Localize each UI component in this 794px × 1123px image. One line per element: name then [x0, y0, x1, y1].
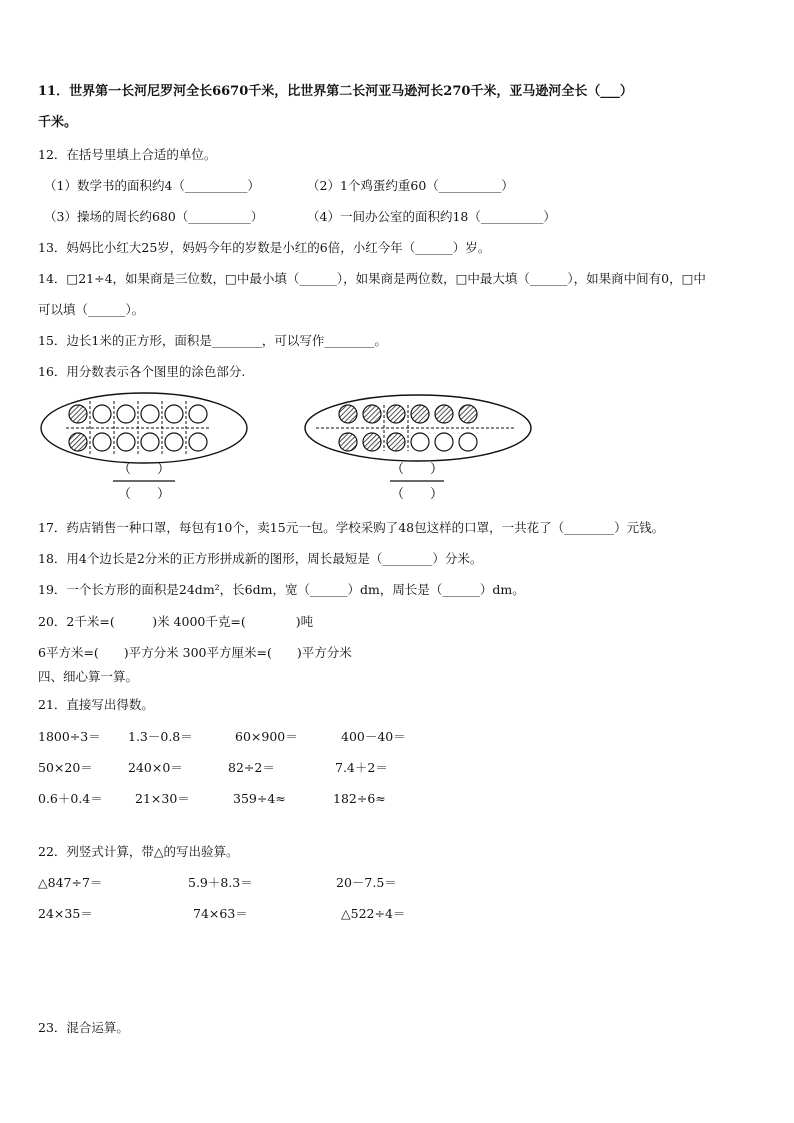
q22-expr: △522÷4＝ [341, 906, 406, 921]
shaded-circle [435, 405, 453, 423]
q16-figures [0, 385, 794, 525]
q22-expr: 24×35＝ [38, 906, 93, 921]
shaded-circle [387, 433, 405, 451]
q17-text: 17．药店销售一种口罩，每包有10个，卖15元一包。学校采购了48包这样的口罩，一共花了（________）元钱。 [38, 520, 665, 535]
q12-item-4: （4）一间办公室的面积约18（__________） [307, 209, 556, 224]
q12-item-2: （2）1个鸡蛋约重60（__________） [307, 178, 514, 193]
blank-circle [117, 405, 135, 423]
blank-circle [459, 433, 477, 451]
q21-expr: 21×30＝ [135, 791, 190, 806]
blank-circle [411, 433, 429, 451]
q21-expr: 182÷6≈ [333, 791, 386, 806]
figure-2-numerator-blank: （ ） [390, 462, 444, 477]
q14-line2: 可以填（______）。 [38, 302, 145, 317]
q21-expr: 240×0＝ [128, 760, 183, 775]
q21-expr: 7.4＋2＝ [335, 760, 388, 775]
figure-1-denominator-blank: （ ） [117, 487, 171, 502]
shaded-circle [339, 433, 357, 451]
q11-line1: 11．世界第一长河尼罗河全长6670千米，比世界第二长河亚马逊河长270千米，亚马逊河全长（___） [38, 84, 633, 99]
q13-text: 13．妈妈比小红大25岁，妈妈今年的岁数是小红的6倍，小红今年（______）岁。 [38, 240, 491, 255]
q15-text: 15．边长1米的正方形，面积是________，可以写作________。 [38, 333, 387, 348]
q12-title: 12．在括号里填上合适的单位。 [38, 147, 217, 162]
shaded-circle [363, 433, 381, 451]
q20-line2: 6平方米=( )平方分米 300平方厘米=( )平方分米 [38, 645, 352, 660]
shaded-circle [387, 405, 405, 423]
shaded-circle [363, 405, 381, 423]
q11-line2: 千米。 [38, 115, 78, 130]
q12-item-3: （3）操场的周长约680（__________） [44, 209, 264, 224]
shaded-circle [339, 405, 357, 423]
q22-expr: 74×63＝ [193, 906, 248, 921]
figure-1-numerator-blank: （ ） [117, 462, 171, 477]
blank-circle [117, 433, 135, 451]
q22-expr: 5.9＋8.3＝ [188, 875, 253, 890]
q21-expr: 82÷2＝ [228, 760, 275, 775]
q21-title: 21．直接写出得数。 [38, 697, 154, 712]
q21-expr: 359÷4≈ [233, 791, 286, 806]
q19-text: 19．一个长方形的面积是24dm²，长6dm，宽（______）dm，周长是（______）dm。 [38, 582, 525, 597]
shaded-circle [69, 405, 87, 423]
blank-circle [141, 405, 159, 423]
blank-circle [165, 405, 183, 423]
q23-title: 23．混合运算。 [38, 1020, 129, 1035]
blank-circle [93, 433, 111, 451]
shaded-circle [459, 405, 477, 423]
q21-expr: 400－40＝ [341, 729, 406, 744]
q21-expr: 50×20＝ [38, 760, 93, 775]
blank-circle [189, 433, 207, 451]
blank-circle [435, 433, 453, 451]
blank-circle [165, 433, 183, 451]
blank-circle [189, 405, 207, 423]
q12-item-1: （1）数学书的面积约4（__________） [44, 178, 260, 193]
q22-title: 22．列竖式计算，带△的写出验算。 [38, 844, 239, 859]
q18-text: 18．用4个边长是2分米的正方形拼成新的图形，周长最短是（________）分米。 [38, 551, 483, 566]
q22-expr: 20－7.5＝ [336, 875, 397, 890]
q21-expr: 0.6＋0.4＝ [38, 791, 103, 806]
q21-expr: 1.3－0.8＝ [128, 729, 193, 744]
q16-title: 16．用分数表示各个图里的涂色部分. [38, 364, 246, 379]
shaded-circle [411, 405, 429, 423]
blank-circle [93, 405, 111, 423]
figure-2-denominator-blank: （ ） [390, 487, 444, 502]
q22-expr: △847÷7＝ [38, 875, 103, 890]
figure-1 [41, 393, 247, 463]
q21-expr: 1800÷3＝ [38, 729, 101, 744]
q14-line1: 14．□21÷4，如果商是三位数，□中最小填（______），如果商是两位数，□中最大填（______），如果商中间有0，□中 [38, 271, 706, 286]
shaded-circle [69, 433, 87, 451]
q21-expr: 60×900＝ [235, 729, 298, 744]
figure-2 [305, 395, 531, 461]
q20-line1: 20．2千米=( )米 4000千克=( )吨 [38, 614, 314, 629]
section-4-title: 四、细心算一算。 [38, 669, 139, 684]
blank-circle [141, 433, 159, 451]
